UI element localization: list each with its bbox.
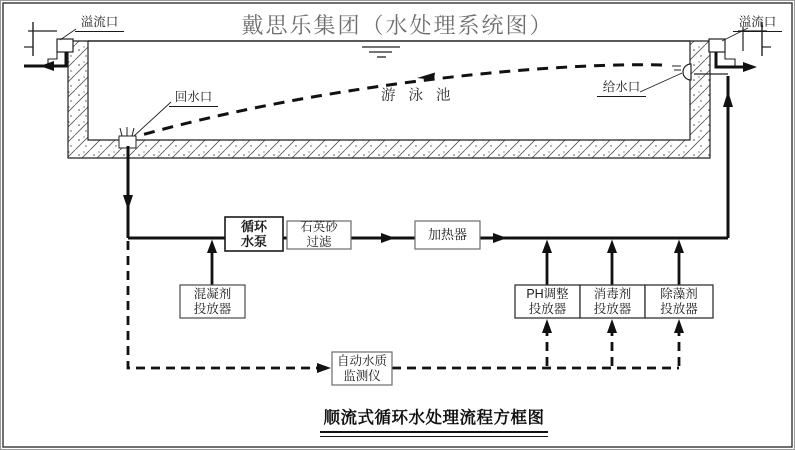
overflow-flow-arrow-right — [743, 62, 757, 72]
inner-frame — [3, 3, 792, 447]
overflow-right-label: 溢流口 — [733, 12, 782, 32]
algaecide-arrow — [674, 240, 684, 254]
pool-flow-arrow — [417, 73, 435, 81]
ph-doser-label: PH调整 投放器 — [526, 286, 569, 316]
pool-label: 游泳池 — [381, 88, 464, 104]
filter-to-heater-arrow — [381, 233, 395, 243]
page-title: 戴思乐集团（水处理系统图） — [241, 13, 554, 38]
heater-out-arrow — [493, 233, 507, 243]
algaecide-doser-label: 除藻剂 投放器 — [660, 286, 698, 316]
monitor-in-arrow — [317, 363, 331, 373]
diagram-caption: 顺流式循环水处理流程方框图 — [320, 404, 548, 433]
outer-frame — [1, 1, 795, 450]
overflow-notch-left — [57, 39, 73, 52]
coagulant-arrow — [207, 240, 217, 254]
disinfectant-signal-arrow — [607, 319, 617, 333]
down-flow-arrow — [123, 195, 133, 210]
overflow-flow-arrow-left — [40, 61, 54, 71]
disinfectant-arrow — [607, 240, 617, 254]
leader-supply-outlet — [640, 73, 682, 92]
algaecide-signal-arrow — [674, 319, 684, 333]
heater-label: 加热器 — [427, 227, 467, 243]
monitor-label: 自动水质 监测仪 — [336, 353, 387, 383]
overflow-left-label: 溢流口 — [75, 12, 124, 32]
ph-signal-arrow — [542, 319, 552, 333]
water-surface-icon — [362, 47, 400, 57]
filter-label: 石英砂 过滤 — [300, 220, 338, 249]
coagulant-doser-label: 混凝剂 投放器 — [193, 286, 232, 316]
pump-label: 循环 水泵 — [240, 218, 267, 249]
ph-arrow — [542, 240, 552, 254]
disinfectant-doser-label: 消毒剂 投放器 — [593, 286, 632, 316]
caption-underline — [320, 436, 548, 437]
supply-outlet-label: 给水口 — [597, 77, 646, 97]
supply-up-arrow — [723, 91, 733, 107]
return-outlet-label: 回水口 — [169, 87, 218, 107]
